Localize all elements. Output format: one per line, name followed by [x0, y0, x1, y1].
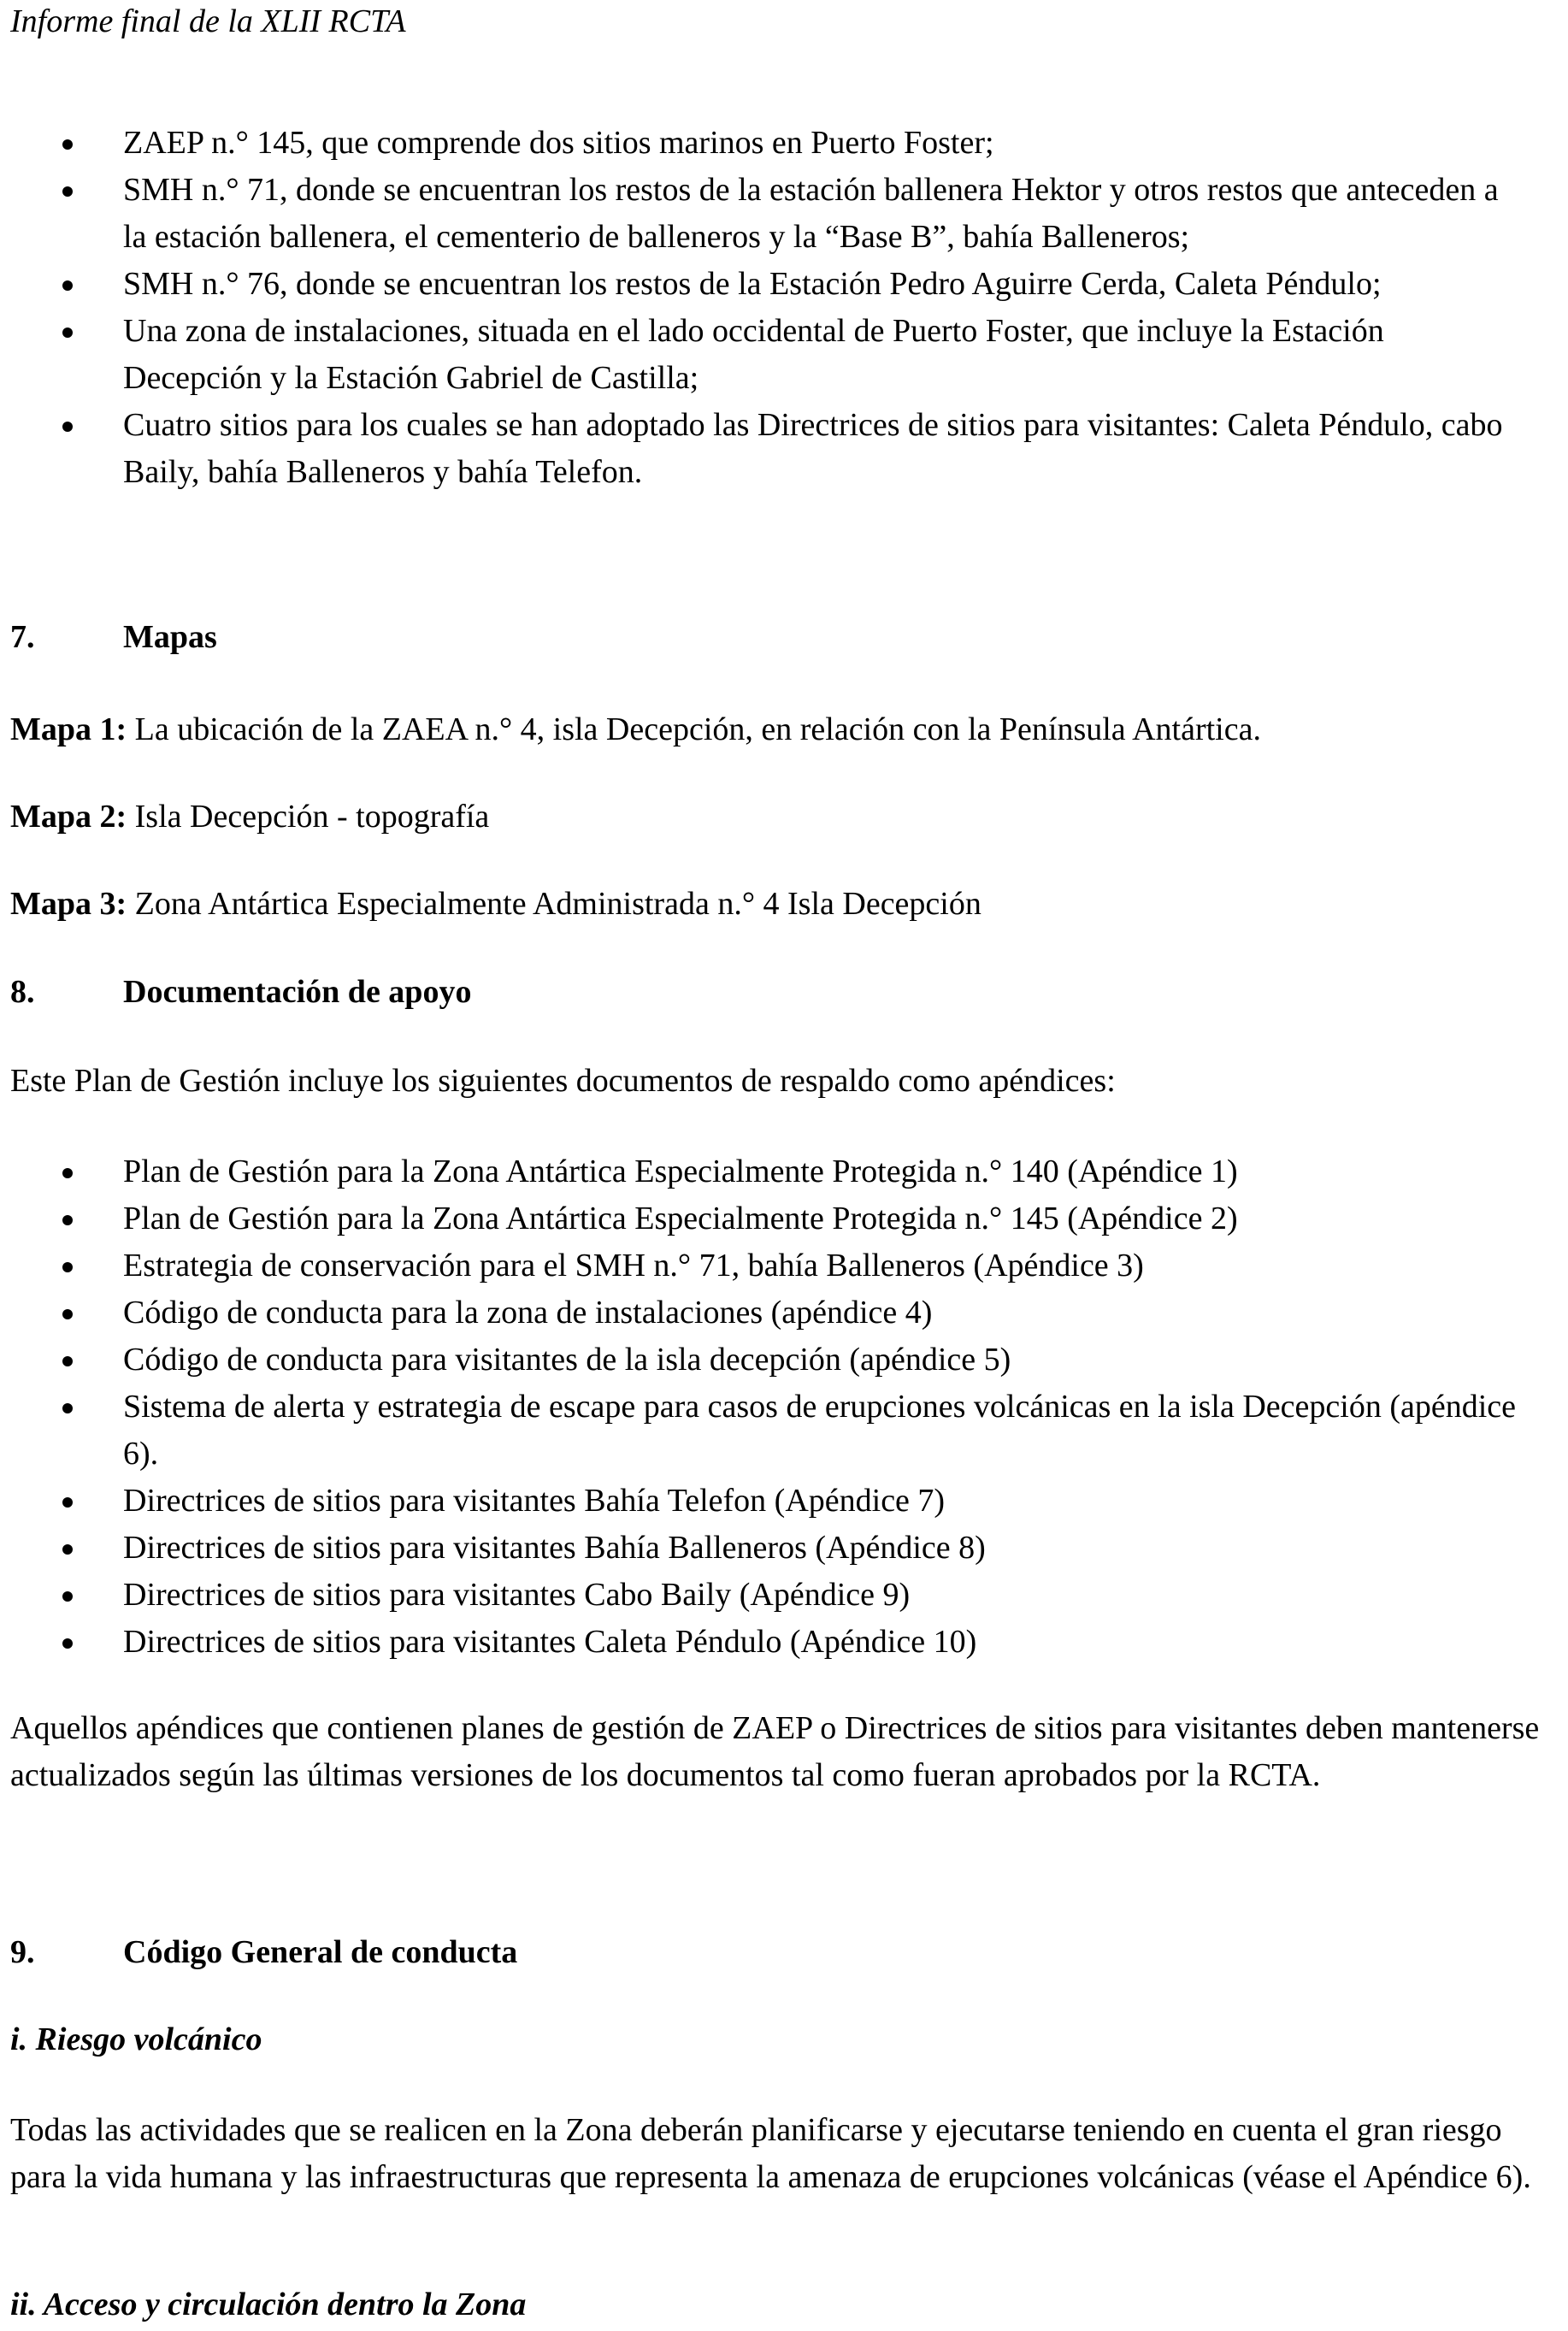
list-item: Directrices de sitios para visitantes Bahía Telefon (Apéndice 7)	[0, 1478, 1517, 1525]
running-header: Informe final de la XLII RCTA	[10, 3, 406, 39]
subsection-i-heading: i. Riesgo volcánico	[10, 2021, 262, 2057]
section-number: 7.	[10, 619, 35, 655]
list-item: Directrices de sitios para visitantes Bahía Balleneros (Apéndice 8)	[0, 1525, 1517, 1572]
section-number: 8.	[10, 974, 35, 1010]
map-caption-2	[10, 794, 1549, 841]
list-item: Plan de Gestión para la Zona Antártica Especialmente Protegida n.° 140 (Apéndice 1)	[0, 1148, 1517, 1195]
section-7-heading	[10, 617, 217, 657]
zones-list	[0, 120, 1517, 496]
map-text: Isla Decepción - topografía	[134, 799, 490, 835]
map-text: La ubicación de la ZAEA n.° 4, isla Decepción, en relación con la Península Antártica.	[134, 711, 1261, 747]
section-title: Documentación de apoyo	[123, 974, 472, 1010]
appendices-intro: Este Plan de Gestión incluye los siguientes documentos de respaldo como apéndices:	[10, 1063, 1116, 1099]
appendices-note: Aquellos apéndices que contienen planes de gestión de ZAEP o Directrices de sitios para visitantes deben mantenerse actualizados según las últimas versiones de los documentos tal como fueran aprobados por la RCTA.	[10, 1710, 1540, 1793]
subsection-ii-heading: ii. Acceso y circulación dentro la Zona	[10, 2287, 527, 2322]
map-label: Mapa 3:	[10, 886, 127, 922]
map-label: Mapa 2:	[10, 799, 127, 835]
section-number: 9.	[10, 1934, 35, 1970]
list-item: ZAEP n.° 145, que comprende dos sitios marinos en Puerto Foster;	[0, 120, 1517, 167]
section-8-heading	[10, 972, 471, 1012]
list-item: SMH n.° 76, donde se encuentran los restos de la Estación Pedro Aguirre Cerda, Caleta Péndulo;	[0, 261, 1517, 308]
map-caption-1	[10, 706, 1549, 753]
map-text: Zona Antártica Especialmente Administrada n.° 4 Isla Decepción	[134, 886, 981, 922]
section-title: Código General de conducta	[123, 1934, 518, 1970]
list-item: Código de conducta para visitantes de la isla decepción (apéndice 5)	[0, 1337, 1517, 1384]
appendices-list	[0, 1148, 1517, 1666]
list-item: Código de conducta para la zona de instalaciones (apéndice 4)	[0, 1289, 1517, 1337]
list-item: Directrices de sitios para visitantes Caleta Péndulo (Apéndice 10)	[0, 1619, 1517, 1666]
section-title: Mapas	[123, 619, 217, 655]
volcanic-risk-paragraph: Todas las actividades que se realicen en la Zona deberán planificarse y ejecutarse teniendo en cuenta el gran riesgo para la vida humana y las infraestructuras que representa la amenaza de erupciones volcánicas (véase el Apéndice 6).	[10, 2112, 1531, 2195]
list-item: Sistema de alerta y estrategia de escape para casos de erupciones volcánicas en la isla Decepción (apéndice 6).	[0, 1384, 1517, 1478]
list-item: Plan de Gestión para la Zona Antártica Especialmente Protegida n.° 145 (Apéndice 2)	[0, 1195, 1517, 1242]
list-item: Una zona de instalaciones, situada en el lado occidental de Puerto Foster, que incluye la Estación Decepción y la Estación Gabriel de Castilla;	[0, 308, 1517, 402]
list-item: Estrategia de conservación para el SMH n.° 71, bahía Balleneros (Apéndice 3)	[0, 1242, 1517, 1289]
map-label: Mapa 1:	[10, 711, 127, 747]
map-caption-3	[10, 881, 1549, 928]
list-item: Cuatro sitios para los cuales se han adoptado las Directrices de sitios para visitantes: Caleta Péndulo, cabo Baily, bahía Balleneros y bahía Telefon.	[0, 402, 1517, 496]
list-item: SMH n.° 71, donde se encuentran los restos de la estación ballenera Hektor y otros restos que anteceden a la estación ballenera, el cementerio de balleneros y la “Base B”, bahía Balleneros;	[0, 167, 1517, 261]
section-9-heading	[10, 1933, 517, 1972]
list-item: Directrices de sitios para visitantes Cabo Baily (Apéndice 9)	[0, 1572, 1517, 1619]
